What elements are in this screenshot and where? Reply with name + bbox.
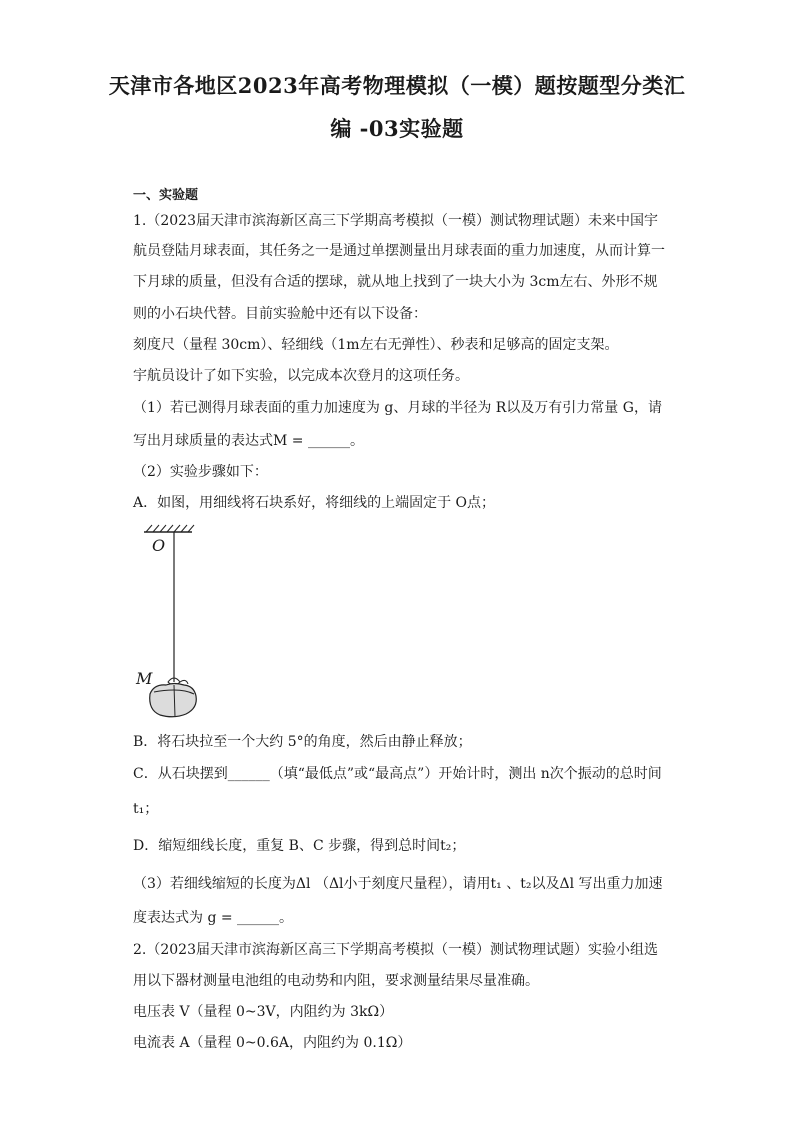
q1-step-c-line-2: t₁；	[133, 801, 159, 817]
q1-step-d: D．缩短细线长度，重复 B、C 步骤，得到总时间t₂；	[133, 838, 466, 854]
stone	[150, 684, 197, 717]
q1-part3-line-2: 度表达式为 g = ______。	[133, 910, 294, 926]
q1-step-c-line-1: C．从石块摆到______（填“最低点”或“最高点”）开始计时，测出 n次个振动的总时间	[133, 766, 662, 782]
q1-part3-line-1: （3）若细线缩短的长度为Δl （Δl小于刻度尺量程），请用t₁ 、t₂以及Δl 写出重力加速	[133, 876, 663, 892]
ceiling-hatch	[146, 525, 194, 532]
q1-line-2: 航员登陆月球表面，其任务之一是通过单摆测量出月球表面的重力加速度，从而计算一	[133, 243, 665, 259]
q2-line-3: 电压表 V（量程 0~3V，内阻约为 3kΩ）	[133, 1004, 394, 1020]
q1-part1-line-2: 写出月球质量的表达式M = ______。	[133, 433, 364, 449]
q2-line-2: 用以下器材测量电池组的电动势和内阻，要求测量结果尽量准确。	[133, 973, 539, 989]
document-title-line-1: 天津市各地区2023年高考物理模拟（一模）题按题型分类汇	[108, 73, 686, 98]
q1-part1-line-1: （1）若已测得月球表面的重力加速度为 g、月球的半径为 R以及万有引力常量 G，请	[133, 400, 662, 416]
q1-step-a: A．如图，用细线将石块系好，将细线的上端固定于 O点；	[133, 495, 496, 511]
q1-line-3: 下月球的质量，但没有合适的摆球，就从地上找到了一块大小为 3cm左右、外形不规	[133, 274, 658, 290]
q1-part2-heading: （2）实验步骤如下：	[133, 464, 268, 480]
q1-line-1: 1.（2023届天津市滨海新区高三下学期高考模拟（一模）测试物理试题）未来中国宇	[133, 213, 658, 229]
q1-line-4: 则的小石块代替。目前实验舱中还有以下设备：	[133, 306, 427, 322]
q1-line-5: 刻度尺（量程 30cm）、轻细线（1m左右无弹性）、秒表和足够高的固定支架。	[133, 337, 619, 353]
q1-step-b: B．将石块拉至一个大约 5°的角度，然后由静止释放；	[133, 734, 472, 750]
document-title-line-2: 编 -03实验题	[330, 116, 464, 141]
pendulum-diagram	[130, 522, 220, 722]
q2-line-1: 2.（2023届天津市滨海新区高三下学期高考模拟（一模）测试物理试题）实验小组选	[133, 942, 658, 958]
section-heading: 一、实验题	[133, 188, 199, 203]
point-m-label: M	[136, 669, 153, 688]
pendulum-figure	[130, 522, 220, 722]
q2-line-4: 电流表 A（量程 0~0.6A，内阻约为 0.1Ω）	[133, 1035, 412, 1051]
point-o-label: O	[152, 536, 166, 555]
q1-line-6: 宇航员设计了如下实验，以完成本次登月的这项任务。	[133, 368, 469, 384]
